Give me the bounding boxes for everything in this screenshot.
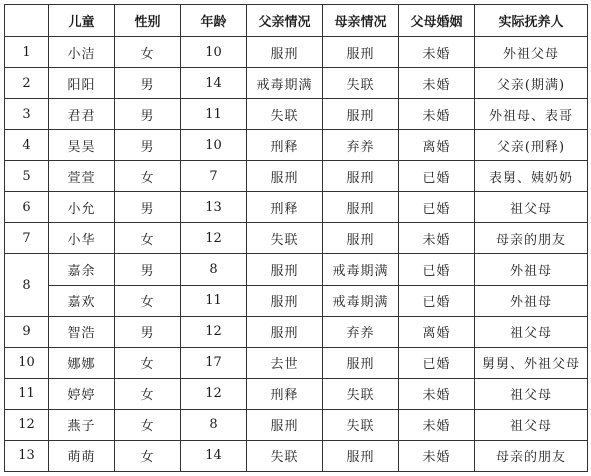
cell-sex: 女	[115, 347, 181, 378]
cell-age: 10	[181, 130, 247, 161]
cell-sex: 女	[115, 223, 181, 254]
cell-age: 8	[181, 254, 247, 285]
table-row	[5, 37, 588, 68]
cell-marriage: 未婚	[399, 68, 475, 99]
children-table-container	[4, 4, 587, 472]
table-row	[5, 285, 588, 316]
cell-id: 1	[5, 37, 49, 68]
cell-father: 失联	[247, 223, 323, 254]
cell-name: 娜娜	[49, 347, 115, 378]
cell-age: 12	[181, 223, 247, 254]
cell-name: 小华	[49, 223, 115, 254]
cell-father: 刑释	[247, 378, 323, 409]
cell-id: 13	[5, 440, 49, 471]
cell-age: 17	[181, 347, 247, 378]
cell-age: 11	[181, 285, 247, 316]
cell-age: 11	[181, 99, 247, 130]
table-row	[5, 161, 588, 192]
cell-father: 服刑	[247, 37, 323, 68]
cell-id: 8	[5, 254, 49, 316]
cell-guardian: 父亲(刑释)	[475, 130, 588, 161]
cell-name: 嘉欢	[49, 285, 115, 316]
header-id	[5, 5, 49, 37]
cell-sex: 女	[115, 440, 181, 471]
header-mother: 母亲情况	[323, 5, 399, 37]
cell-name: 萱萱	[49, 161, 115, 192]
cell-name: 昊昊	[49, 130, 115, 161]
cell-marriage: 未婚	[399, 440, 475, 471]
cell-age: 14	[181, 440, 247, 471]
cell-guardian: 祖父母	[475, 192, 588, 223]
table-row	[5, 192, 588, 223]
cell-mother: 服刑	[323, 99, 399, 130]
cell-age: 12	[181, 316, 247, 347]
cell-name: 智浩	[49, 316, 115, 347]
table-row	[5, 347, 588, 378]
cell-marriage: 离婚	[399, 316, 475, 347]
table-row	[5, 130, 588, 161]
cell-father: 戒毒期满	[247, 68, 323, 99]
table-row	[5, 378, 588, 409]
header-sex: 性别	[115, 5, 181, 37]
cell-guardian: 祖父母	[475, 409, 588, 440]
cell-age: 10	[181, 37, 247, 68]
cell-father: 失联	[247, 440, 323, 471]
table-row	[5, 316, 588, 347]
cell-mother: 弃养	[323, 130, 399, 161]
cell-sex: 男	[115, 99, 181, 130]
cell-sex: 女	[115, 161, 181, 192]
cell-guardian: 母亲的朋友	[475, 223, 588, 254]
cell-mother: 失联	[323, 409, 399, 440]
cell-marriage: 未婚	[399, 378, 475, 409]
cell-name: 阳阳	[49, 68, 115, 99]
cell-name: 小允	[49, 192, 115, 223]
cell-guardian: 母亲的朋友	[475, 440, 588, 471]
cell-mother: 服刑	[323, 440, 399, 471]
cell-id: 7	[5, 223, 49, 254]
cell-mother: 服刑	[323, 192, 399, 223]
cell-mother: 服刑	[323, 161, 399, 192]
cell-mother: 戒毒期满	[323, 285, 399, 316]
cell-id: 12	[5, 409, 49, 440]
header-row	[5, 5, 588, 37]
cell-father: 服刑	[247, 161, 323, 192]
table-row	[5, 68, 588, 99]
table-row	[5, 254, 588, 285]
cell-guardian: 表舅、姨奶奶	[475, 161, 588, 192]
cell-guardian: 父亲(期满)	[475, 68, 588, 99]
cell-id: 11	[5, 378, 49, 409]
cell-mother: 弃养	[323, 316, 399, 347]
cell-marriage: 未婚	[399, 223, 475, 254]
table-row	[5, 99, 588, 130]
cell-sex: 女	[115, 409, 181, 440]
header-age: 年龄	[181, 5, 247, 37]
cell-id: 3	[5, 99, 49, 130]
cell-marriage: 已婚	[399, 347, 475, 378]
cell-marriage: 未婚	[399, 37, 475, 68]
cell-age: 7	[181, 161, 247, 192]
cell-guardian: 外祖母、表哥	[475, 99, 588, 130]
cell-marriage: 已婚	[399, 192, 475, 223]
cell-sex: 男	[115, 192, 181, 223]
cell-father: 服刑	[247, 254, 323, 285]
cell-father: 服刑	[247, 285, 323, 316]
cell-sex: 男	[115, 130, 181, 161]
cell-id: 10	[5, 347, 49, 378]
table-row	[5, 409, 588, 440]
header-child: 儿童	[49, 5, 115, 37]
cell-father: 去世	[247, 347, 323, 378]
cell-marriage: 未婚	[399, 409, 475, 440]
cell-mother: 服刑	[323, 37, 399, 68]
cell-father: 刑释	[247, 192, 323, 223]
table-row	[5, 440, 588, 471]
cell-father: 服刑	[247, 316, 323, 347]
cell-sex: 男	[115, 316, 181, 347]
cell-guardian: 祖父母	[475, 316, 588, 347]
cell-marriage: 离婚	[399, 130, 475, 161]
cell-mother: 服刑	[323, 347, 399, 378]
cell-guardian: 祖父母	[475, 378, 588, 409]
cell-name: 婷婷	[49, 378, 115, 409]
cell-sex: 男	[115, 254, 181, 285]
cell-guardian: 舅舅、外祖父母	[475, 347, 588, 378]
cell-mother: 失联	[323, 68, 399, 99]
cell-age: 14	[181, 68, 247, 99]
cell-mother: 戒毒期满	[323, 254, 399, 285]
cell-name: 燕子	[49, 409, 115, 440]
cell-marriage: 已婚	[399, 161, 475, 192]
cell-name: 萌萌	[49, 440, 115, 471]
cell-marriage: 已婚	[399, 254, 475, 285]
cell-sex: 女	[115, 285, 181, 316]
cell-marriage: 已婚	[399, 285, 475, 316]
cell-id: 4	[5, 130, 49, 161]
cell-name: 嘉余	[49, 254, 115, 285]
cell-sex: 女	[115, 378, 181, 409]
cell-id: 2	[5, 68, 49, 99]
cell-father: 刑释	[247, 130, 323, 161]
children-guardian-table	[4, 4, 588, 472]
cell-guardian: 外祖母	[475, 254, 588, 285]
cell-id: 5	[5, 161, 49, 192]
cell-guardian: 外祖母	[475, 285, 588, 316]
cell-father: 失联	[247, 99, 323, 130]
cell-father: 服刑	[247, 409, 323, 440]
cell-mother: 失联	[323, 378, 399, 409]
cell-id: 6	[5, 192, 49, 223]
table-row	[5, 223, 588, 254]
cell-sex: 女	[115, 37, 181, 68]
cell-marriage: 未婚	[399, 99, 475, 130]
cell-guardian: 外祖父母	[475, 37, 588, 68]
header-father: 父亲情况	[247, 5, 323, 37]
header-marriage: 父母婚姻	[399, 5, 475, 37]
cell-age: 13	[181, 192, 247, 223]
cell-sex: 男	[115, 68, 181, 99]
cell-age: 8	[181, 409, 247, 440]
cell-name: 小洁	[49, 37, 115, 68]
header-guardian: 实际抚养人	[475, 5, 588, 37]
cell-mother: 服刑	[323, 223, 399, 254]
cell-id: 9	[5, 316, 49, 347]
cell-name: 君君	[49, 99, 115, 130]
cell-age: 12	[181, 378, 247, 409]
